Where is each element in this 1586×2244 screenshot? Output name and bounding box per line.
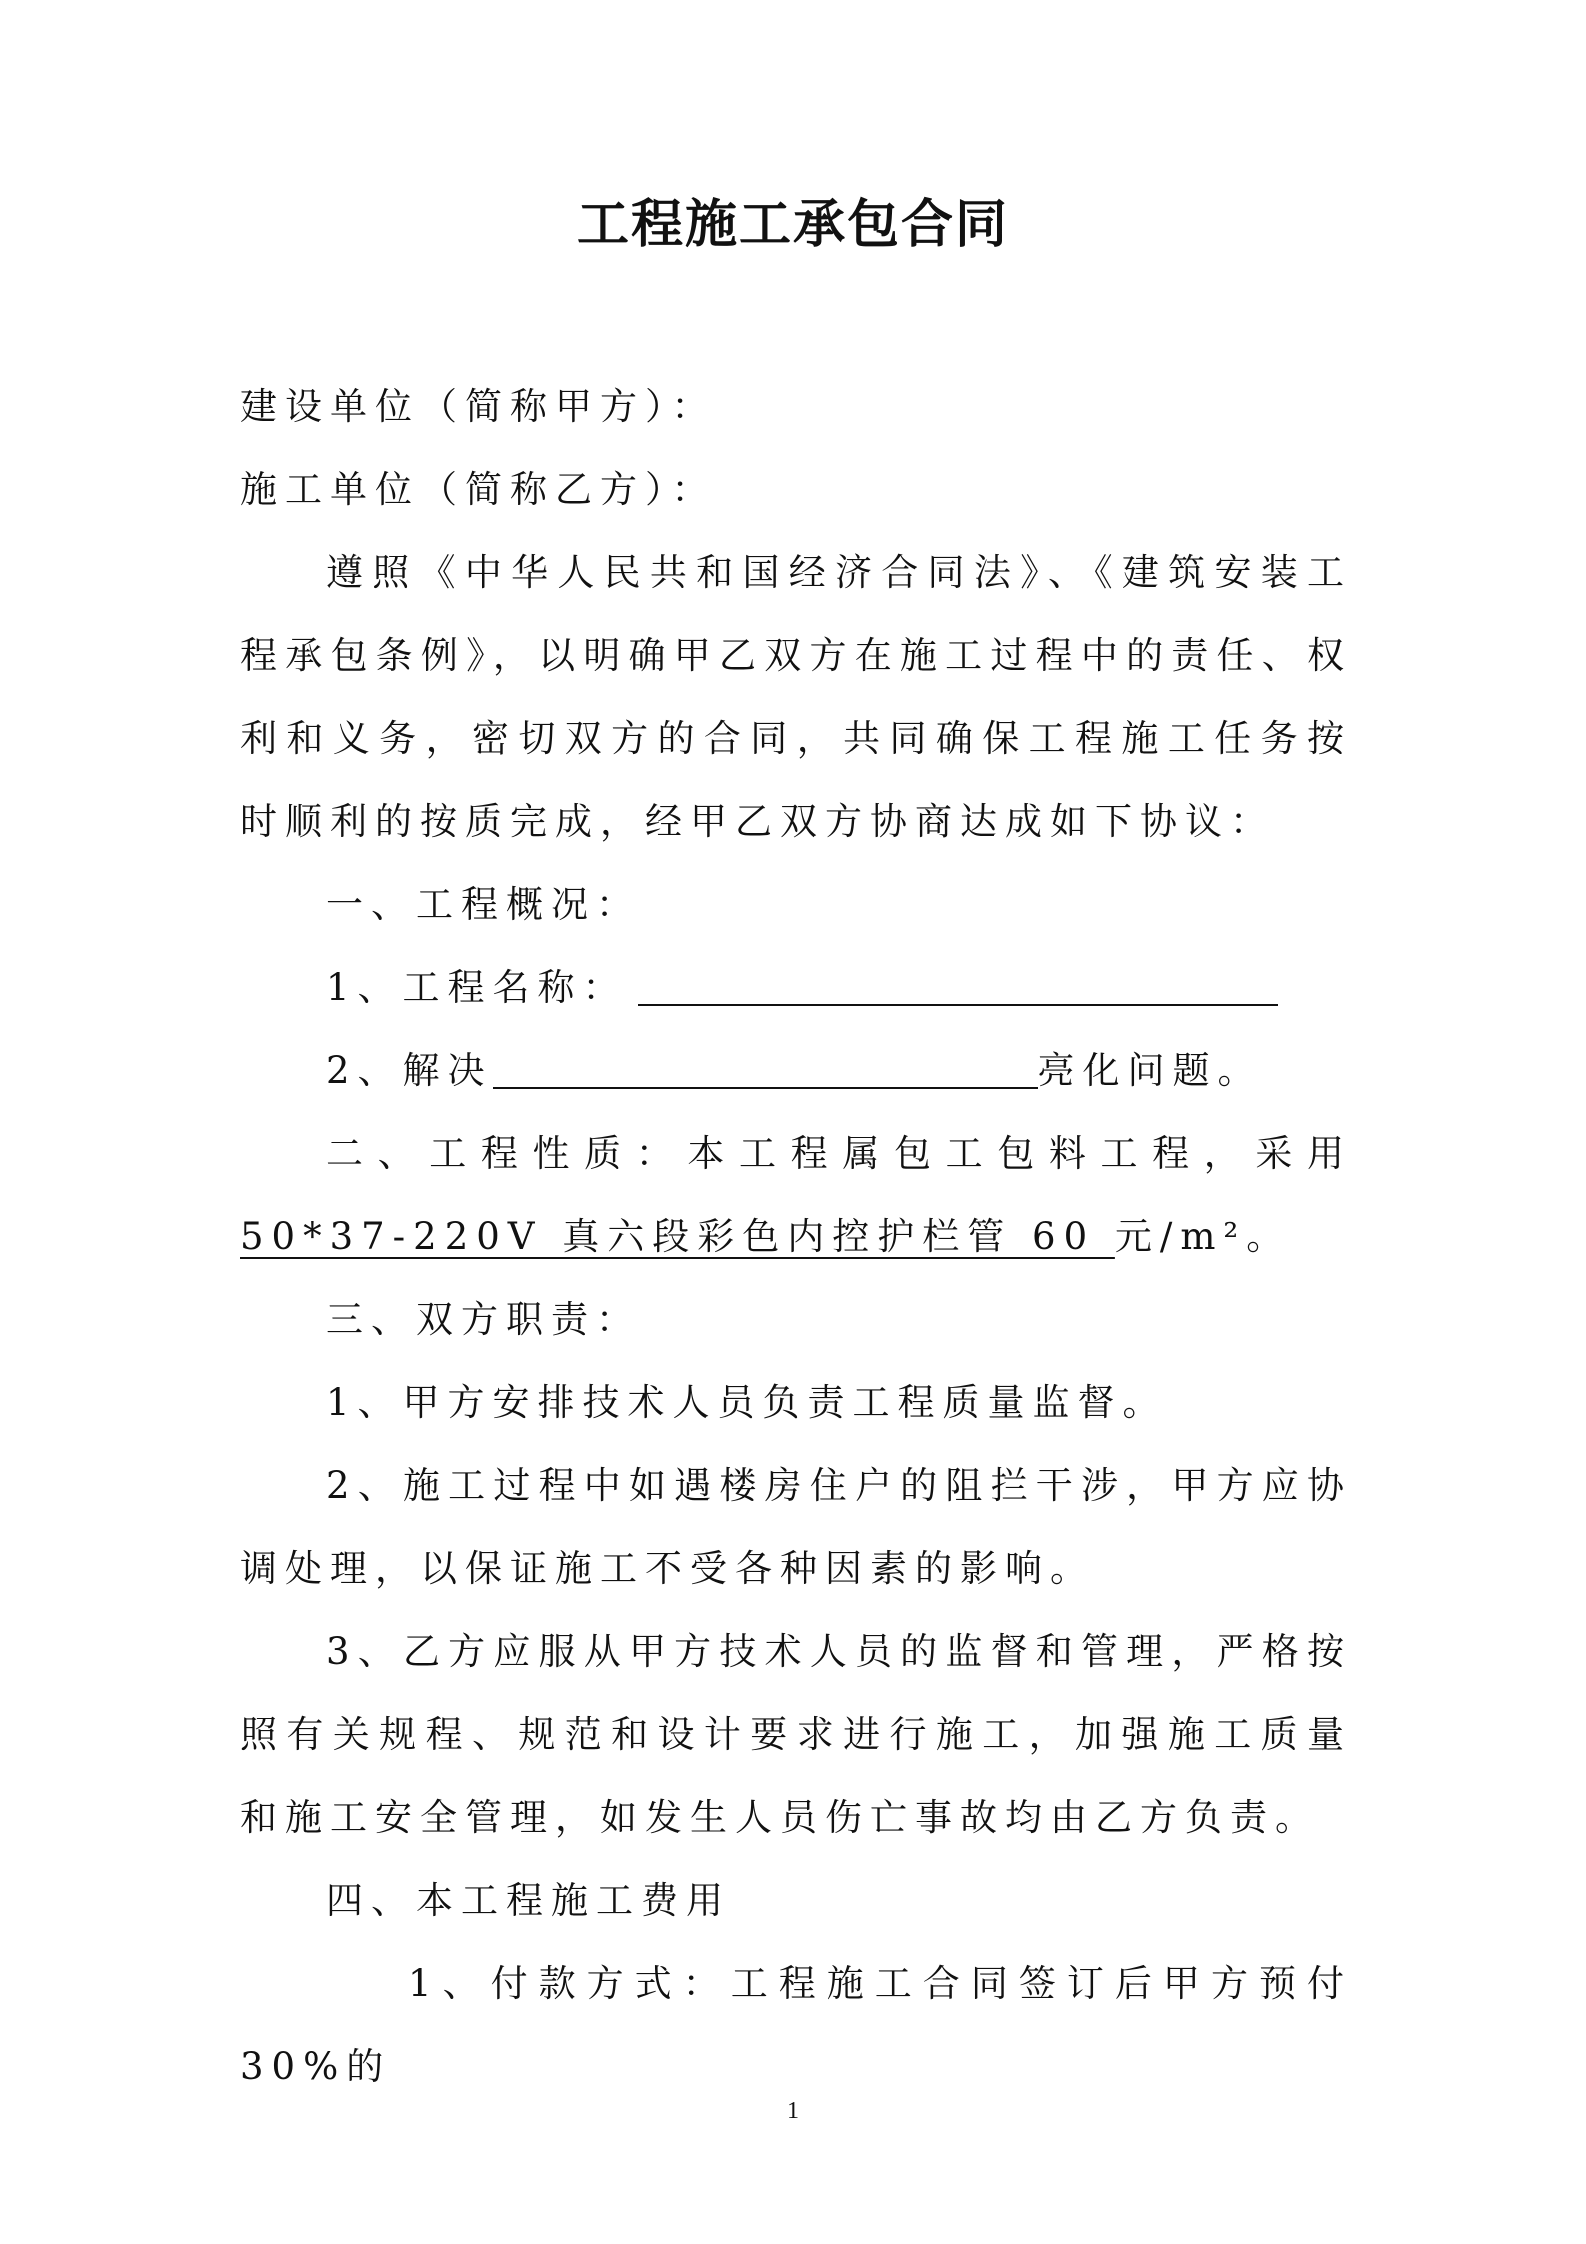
section3-heading: 三、双方职责： [326,1298,641,1341]
document-title: 工程施工承包合同 [576,195,1009,255]
lighting-problem-line [240,1029,1352,1112]
section3-item1: 1、甲方安排技术人员负责工程质量监督。 [326,1381,1168,1424]
project-name-label: 1、工程名称： [326,966,628,1009]
section3-item3: 3、乙方应服从甲方技术人员的监督和管理，严格按照有关规程、规范和设计要求进行施工，加强施工质量和施工安全管理，如发生人员伤亡事故均由乙方负责。 [240,1630,1352,1839]
party-b-line: 施工单位（简称乙方）： [240,468,717,511]
section2-text: 二、工程性质：本工程属包工包料工程，采用 [326,1132,1352,1175]
section4-item1: 1、付款方式：工程施工合同签订后甲方预付 30%的 [240,1962,1352,2088]
lighting-problem-prefix: 2、解决 [326,1049,493,1092]
product-spec-underlined: 50*37-220V 真六段彩色内控护栏管 60 [240,1215,1115,1258]
lighting-problem-blank[interactable] [493,1047,1038,1089]
section2-paragraph [240,1112,1352,1278]
section3-item2: 2、施工过程中如遇楼房住户的阻拦干涉，甲方应协调处理，以保证施工不受各种因素的影响。 [240,1464,1352,1590]
document-body [240,365,1352,2108]
preamble-paragraph: 遵照《中华人民共和国经济合同法》、《建筑安装工程承包条例》，以明确甲乙双方在施工过程中的责任、权利和义务，密切双方的合同，共同确保工程施工任务按时顺利的按质完成，经甲乙双方协商达成如下协议： [240,551,1352,843]
project-name-blank[interactable] [638,964,1278,1006]
section2-suffix: 元/m²。 [1114,1215,1292,1258]
lighting-problem-suffix: 亮化问题。 [1037,1049,1263,1092]
page-number: 1 [787,2098,799,2124]
project-name-line [240,946,1352,1029]
section1-heading: 一、工程概况： [326,883,641,926]
section4-heading: 四、本工程施工费用 [326,1879,731,1922]
party-a-line: 建设单位（简称甲方）： [240,385,717,428]
